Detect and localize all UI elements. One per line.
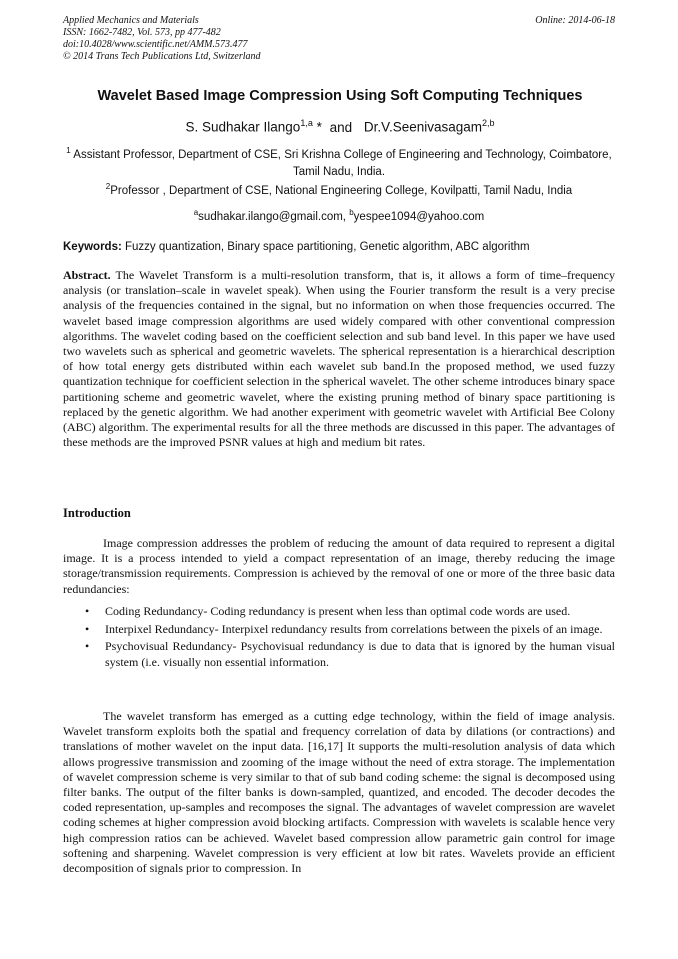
list-item-text: Psychovisual Redundancy- Psychovisual redundancy is due to data that is ignored by the human visual system (i.e. visually non essential information. xyxy=(105,639,615,669)
list-item-text: Interpixel Redundancy- Interpixel redundancy results from correlations between the pixels of an image. xyxy=(105,621,603,636)
affiliation-2-text: Professor , Department of CSE, National Engineering College, Kovilpatti, Tamil Nadu, India xyxy=(110,184,573,197)
abstract xyxy=(63,268,615,450)
author-1-sup: 1,a xyxy=(300,118,313,128)
author-line xyxy=(40,118,640,135)
online-date: Online: 2014-06-18 xyxy=(535,15,615,26)
section-heading-introduction: Introduction xyxy=(63,506,131,520)
author-2-sup: 2,b xyxy=(482,118,495,128)
abstract-label: Abstract. xyxy=(63,268,111,282)
paper-title: Wavelet Based Image Compression Using Soft Computing Techniques xyxy=(97,88,583,104)
affiliation-2-sup: 2 xyxy=(105,182,111,191)
email-a-sup: a xyxy=(193,208,199,217)
intro-paragraph-2: The wavelet transform has emerged as a cutting edge technology, within the field of image analysis. Wavelet transform exploits both the spatial and frequency correlation of data by dilations (or contractions) and translations of mother wavelet on the input data. [16,17] It supports the multi-resolution analysis of data which allows progressive transmission and zooming of the image without the need of extra storage. The implementation of wavelet compression scheme is very similar to that of sub band coding scheme: the signal is decomposed using filter banks. The output of the filter banks is down-sampled, quantized, and encoded. The decoder decodes the coded representation, up-samples and recomposes the signal. The advantages of wavelet compression are wavelet coding schemes at higher compression avoid blocking artifacts. Compression with wavelets is scalable hence very high compression ratios can be achieved. Wavelet based compression allow parametric gain control for image softening and sharpening. Wavelet compression is very efficient at low bit rates. Wavelets provide an efficient decomposition of signals prior to compression. In xyxy=(63,709,615,876)
affiliation-1 xyxy=(63,142,615,181)
bullet-icon: • xyxy=(85,604,90,618)
journal-header xyxy=(63,15,615,63)
corresponding-mark: * xyxy=(312,119,322,135)
copyright-line: © 2014 Trans Tech Publications Ltd, Switzerland xyxy=(63,51,261,62)
author-2: Dr.V.Seenivasagam xyxy=(363,119,482,135)
keywords-label: Keywords: xyxy=(63,241,122,253)
author-1: S. Sudhakar Ilango xyxy=(185,119,301,135)
keywords xyxy=(63,241,615,253)
keywords-text: Fuzzy quantization, Binary space partitioning, Genetic algorithm, ABC algorithm xyxy=(121,241,530,253)
affiliation-1-text: Assistant Professor, Department of CSE, Sri Krishna College of Engineering and Technology, Coimbatore, Tamil Nadu, India. xyxy=(70,148,612,178)
list-item xyxy=(63,639,615,669)
redundancy-list xyxy=(63,604,615,672)
issn-line: ISSN: 1662-7482, Vol. 573, pp 477-482 xyxy=(63,27,221,38)
email-a: sudhakar.ilango@gmail.com, xyxy=(198,210,347,223)
journal-name: Applied Mechanics and Materials xyxy=(63,15,199,26)
abstract-text: The Wavelet Transform is a multi-resolution transform, that is, it allows a form of time–frequency analysis (or translation–scale in wavelet speak). When using the Fourier transform the result is a very precise analysis of the frequencies contained in the signal, but no information on when those frequencies occurred. The wavelet based image compression algorithms are used widely compared with other conventional compression algorithms. The wavelet coding based on the coefficient selection and sub band level. In this paper we have used two wavelets such as spherical and geometric wavelets. The spherical representation is a hierarchical description of how total energy gets distributed within each wavelet sub band.In the proposed method, we used fuzzy quantization technique for coefficient selection in the spherical wavelet. The other scheme introduces binary space partitioning scheme and geometric wavelet, where the existing pruning method of binary space partitioning is replaced by the genetic algorithm. We had another experiment with geometric wavelet with Artificial Bee Colony (ABC) algorithm. The experimental results for all the three methods are discussed in this paper. The advantages of these methods are the improved PSNR values at high and medium bit rates. xyxy=(63,268,615,450)
affiliation-1-sup: 1 xyxy=(66,146,71,155)
doi-line: doi:10.4028/www.scientific.net/AMM.573.477 xyxy=(63,39,248,50)
list-item-text: Coding Redundancy- Coding redundancy is present when less than optimal code words are used. xyxy=(105,604,571,618)
list-item xyxy=(63,604,615,619)
author-joiner: and xyxy=(329,119,353,135)
list-item xyxy=(63,622,615,637)
email-b: yespee1094@yahoo.com xyxy=(353,210,485,223)
email-line xyxy=(63,208,615,223)
bullet-icon: • xyxy=(85,621,90,636)
bullet-icon: • xyxy=(85,639,90,654)
intro-paragraph-1: Image compression addresses the problem of reducing the amount of data required to represent a digital image. It is a process intended to yield a compact representation of an image, thereby reducing the image storage/transmission requirements. Compression is achieved by the removal of one or more of the three basic data redundancies: xyxy=(63,536,615,596)
email-b-sup: b xyxy=(349,208,354,217)
affiliation-2 xyxy=(63,178,615,200)
